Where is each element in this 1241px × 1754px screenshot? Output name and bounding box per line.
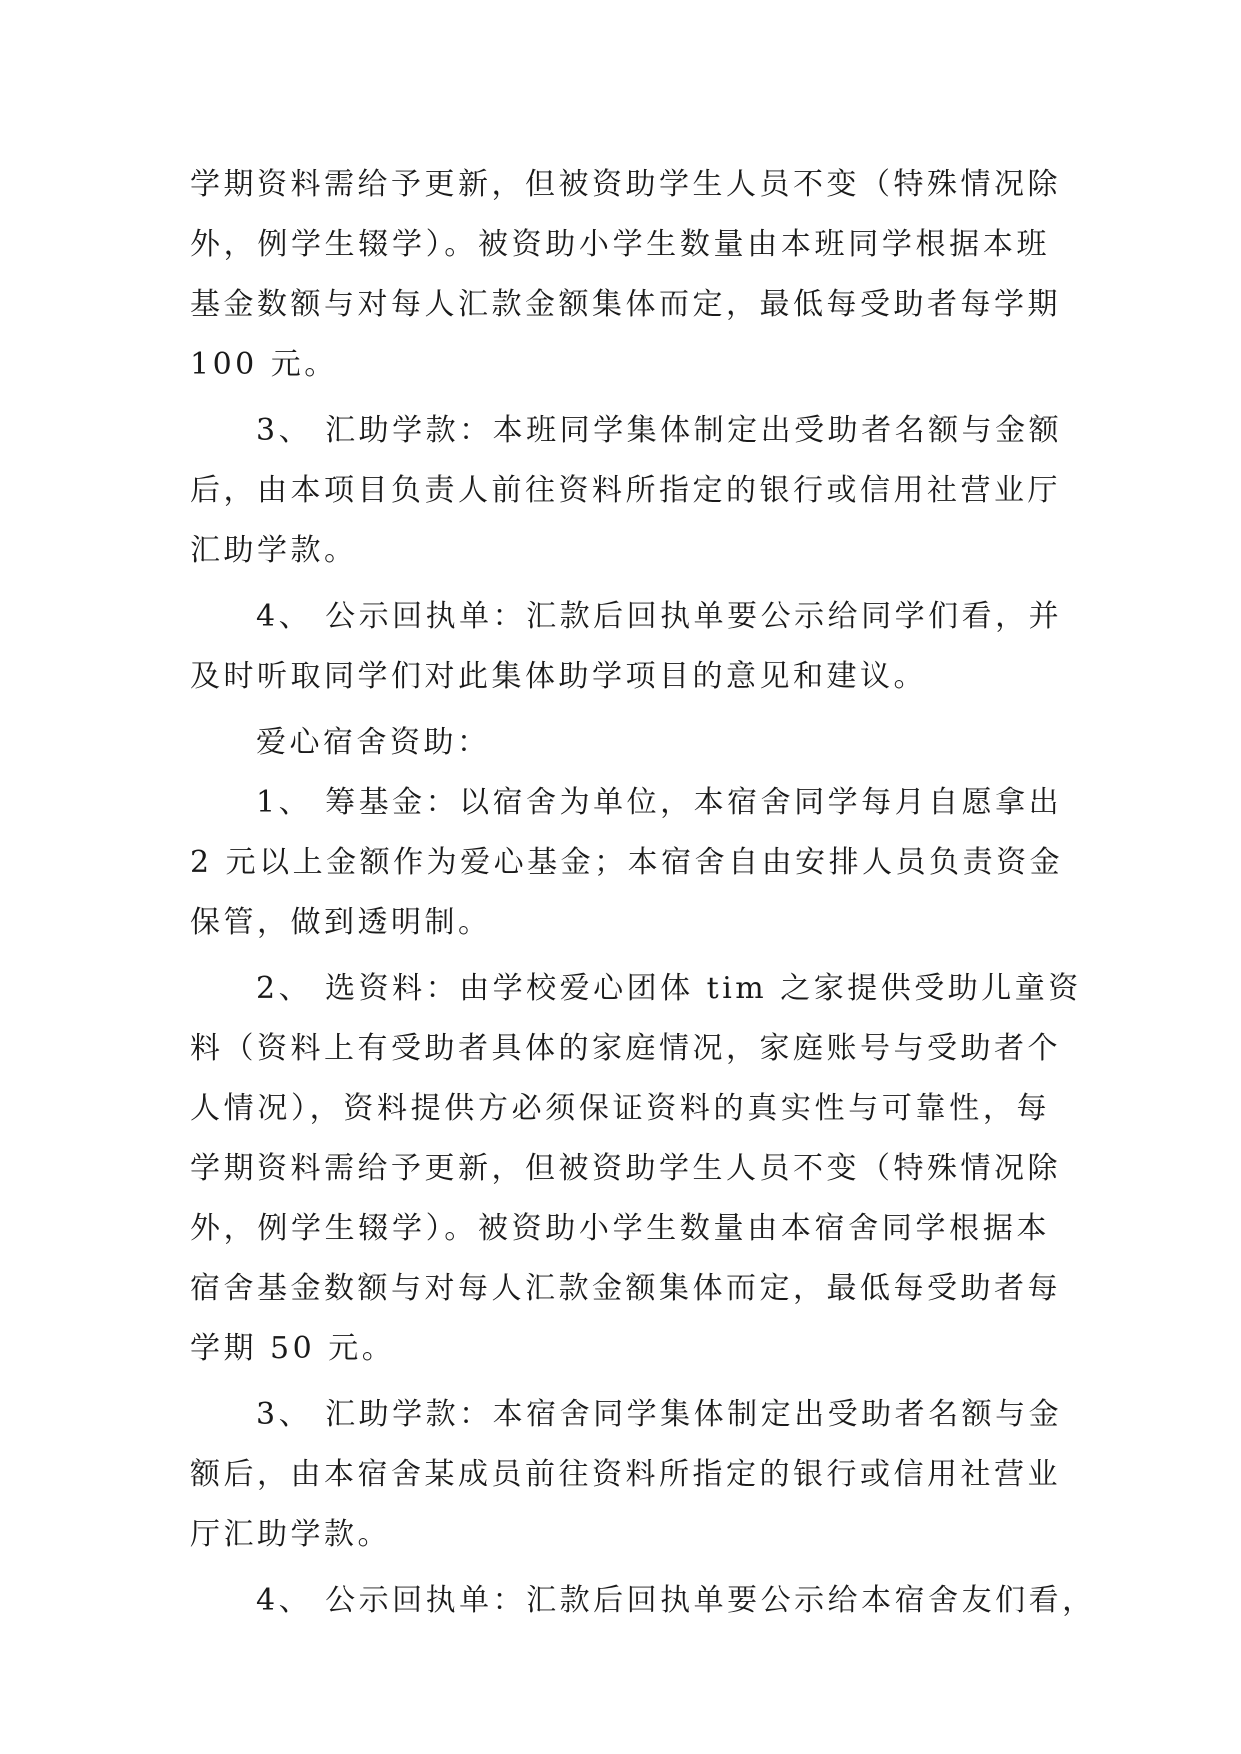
paragraph-line: 外，例学生辍学）。被资助小学生数量由本班同学根据本班 — [190, 227, 1050, 262]
list-item-line: 1、 筹基金：以宿舍为单位，本宿舍同学每月自愿拿出 — [256, 785, 1063, 820]
paragraph-line: 学期资料需给予更新，但被资助学生人员不变（特殊情况除 — [190, 167, 1061, 202]
paragraph-line: 后，由本项目负责人前往资料所指定的银行或信用社营业厅 — [190, 473, 1061, 508]
section-heading: 爱心宿舍资助： — [256, 725, 491, 760]
list-item-line: 4、 公示回执单：汇款后回执单要公示给同学们看，并 — [256, 599, 1063, 634]
paragraph-line: 基金数额与对每人汇款金额集体而定，最低每受助者每学期 — [190, 287, 1061, 322]
paragraph-line: 2 元以上金额作为爱心基金；本宿舍自由安排人员负责资金 — [190, 845, 1064, 880]
paragraph-line: 宿舍基金数额与对每人汇款金额集体而定，最低每受助者每 — [190, 1271, 1061, 1306]
paragraph-line: 厅汇助学款。 — [190, 1517, 391, 1552]
paragraph-line: 料（资料上有受助者具体的家庭情况，家庭账号与受助者个 — [190, 1031, 1061, 1066]
paragraph-line: 100 元。 — [190, 347, 338, 382]
paragraph-line: 汇助学款。 — [190, 533, 358, 568]
paragraph-line: 及时听取同学们对此集体助学项目的意见和建议。 — [190, 659, 927, 694]
list-item-line: 2、 选资料：由学校爱心团体 tim 之家提供受助儿童资 — [256, 971, 1082, 1006]
paragraph-line: 额后，由本宿舍某成员前往资料所指定的银行或信用社营业 — [190, 1457, 1061, 1492]
paragraph-line: 学期资料需给予更新，但被资助学生人员不变（特殊情况除 — [190, 1151, 1061, 1186]
paragraph-line: 学期 50 元。 — [190, 1331, 396, 1366]
document-body — [190, 155, 1096, 1631]
paragraph-line: 人情况），资料提供方必须保证资料的真实性与可靠性，每 — [190, 1091, 1050, 1126]
list-item-line: 4、 公示回执单：汇款后回执单要公示给本宿舍友们看， — [256, 1583, 1096, 1618]
list-item-line: 3、 汇助学款：本班同学集体制定出受助者名额与金额 — [256, 413, 1063, 448]
list-item-line: 3、 汇助学款：本宿舍同学集体制定出受助者名额与金 — [256, 1397, 1063, 1432]
paragraph-line: 外，例学生辍学）。被资助小学生数量由本宿舍同学根据本 — [190, 1211, 1050, 1246]
paragraph-line: 保管，做到透明制。 — [190, 905, 492, 940]
